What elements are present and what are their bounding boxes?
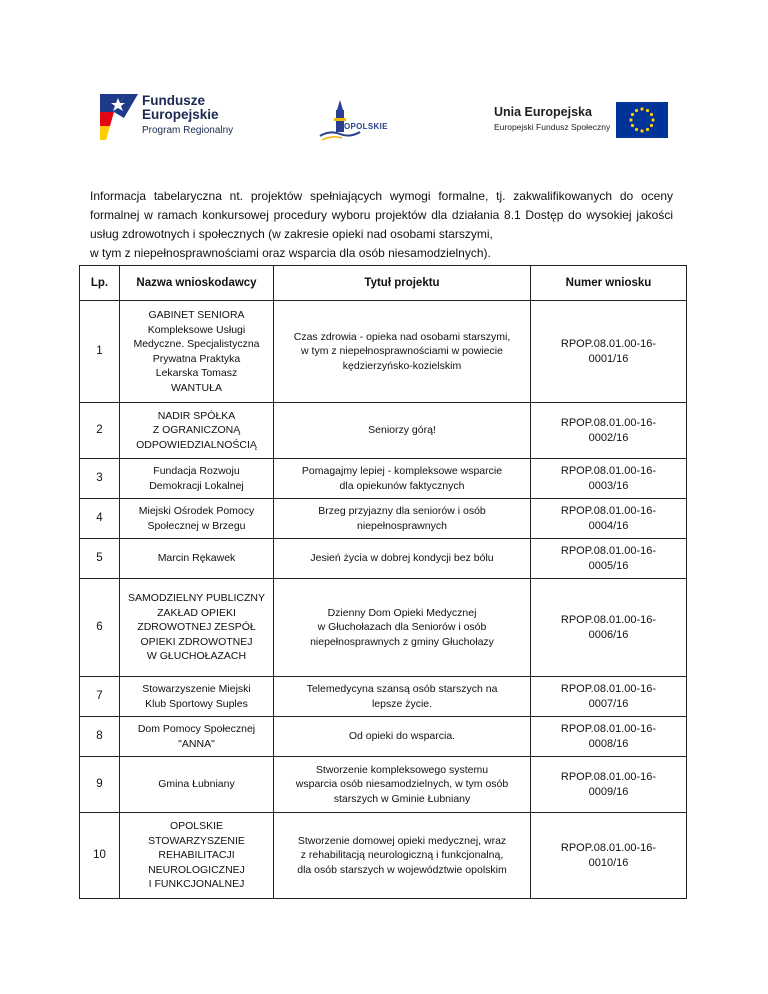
cell-applicant-line: Klub Sportowy Suples (145, 697, 248, 710)
fe-logo-line2: Europejskie (142, 107, 219, 122)
cell-number (531, 301, 687, 403)
cell-lp: 6 (80, 579, 120, 677)
cell-number-line: 0004/16 (588, 519, 629, 532)
header-title: Tytuł projektu (274, 266, 531, 301)
cell-number-line: RPOP.08.01.00-16- (560, 417, 657, 429)
cell-number (531, 459, 687, 499)
header-lp: Lp. (80, 266, 120, 301)
table-row (80, 813, 687, 899)
fundusze-europejskie-logo (100, 94, 270, 140)
fe-logo-sub: Program Regionalny (142, 125, 234, 136)
cell-lp: 10 (80, 813, 120, 899)
cell-number-line: RPOP.08.01.00-16- (560, 842, 657, 854)
table-row (80, 459, 687, 499)
cell-title (274, 301, 531, 403)
cell-title-line: Od opieki do wsparcia. (348, 730, 456, 743)
cell-applicant-line: Dom Pomocy Społecznej (137, 723, 256, 735)
cell-title (274, 579, 531, 677)
cell-number-line: 0008/16 (588, 737, 629, 750)
cell-applicant (120, 813, 274, 899)
cell-title (274, 499, 531, 539)
cell-applicant-line: NEUROLOGICZNEJ (148, 863, 245, 876)
opolskie-logo (318, 100, 392, 144)
table-row (80, 403, 687, 459)
cell-applicant-line: ZAKŁAD OPIEKI (157, 606, 236, 619)
cell-title-line: kędzierzyńsko-kozielskim (342, 359, 462, 372)
projects-table (79, 265, 687, 899)
cell-number-line: RPOP.08.01.00-16- (560, 505, 657, 517)
cell-lp: 5 (80, 539, 120, 579)
cell-number-line: RPOP.08.01.00-16- (560, 723, 657, 735)
cell-lp: 8 (80, 717, 120, 757)
cell-applicant-line: NADIR SPÓŁKA (157, 409, 236, 422)
cell-title-line: z rehabilitacją neurologiczną i funkcjonalną, (300, 849, 504, 862)
cell-applicant-line: WANTUŁA (171, 381, 222, 394)
header-number: Numer wniosku (531, 266, 687, 301)
cell-applicant-line: Prywatna Praktyka (152, 352, 241, 365)
cell-applicant-line: Marcin Rękawek (157, 552, 236, 565)
cell-applicant-line: STOWARZYSZENIE (148, 834, 245, 847)
cell-number-line: 0007/16 (588, 697, 629, 710)
cell-applicant-line: "ANNA" (178, 737, 215, 750)
cell-number-line: RPOP.08.01.00-16- (560, 465, 657, 477)
cell-title-line: starszych w Gminie Łubniany (333, 792, 471, 805)
cell-number-line: 0005/16 (588, 559, 629, 572)
cell-title (274, 717, 531, 757)
cell-title-line: Stworzenie domowej opieki medycznej, wraz (297, 834, 507, 847)
cell-number (531, 499, 687, 539)
cell-number (531, 717, 687, 757)
cell-number-line: 0010/16 (588, 856, 629, 869)
cell-applicant-line: ZDROWOTNEJ ZESPÓŁ (137, 621, 256, 634)
cell-lp: 9 (80, 757, 120, 813)
cell-title (274, 813, 531, 899)
table-body (80, 301, 687, 899)
cell-applicant-line: Kompleksowe Usługi (147, 323, 246, 336)
cell-number-line: 0002/16 (588, 431, 629, 444)
cell-applicant-line: Miejski Ośrodek Pomocy (138, 505, 255, 517)
cell-applicant-line: W GŁUCHOŁAZACH (146, 650, 247, 663)
cell-number (531, 403, 687, 459)
cell-applicant (120, 499, 274, 539)
cell-title-line: wsparcia osób niesamodzielnych, w tym osób (295, 778, 509, 791)
cell-number (531, 813, 687, 899)
cell-title (274, 459, 531, 499)
cell-title-line: w Głuchołazach dla Seniorów i osób (317, 621, 487, 634)
header-applicant: Nazwa wnioskodawcy (120, 266, 274, 301)
cell-title-line: Pomagajmy lepiej - kompleksowe wsparcie (301, 465, 503, 477)
cell-title (274, 677, 531, 717)
table-row (80, 539, 687, 579)
table-row (80, 717, 687, 757)
eu-flag-icon (616, 102, 668, 138)
table-row (80, 757, 687, 813)
cell-number-line: RPOP.08.01.00-16- (560, 683, 657, 695)
cell-applicant-line: REHABILITACJI (158, 849, 235, 862)
fundusze-europejskie-mark-icon (100, 94, 138, 140)
cell-title (274, 403, 531, 459)
cell-title-line: Dzienny Dom Opieki Medycznej (327, 606, 477, 619)
cell-number-line: 0001/16 (588, 352, 629, 365)
cell-lp: 3 (80, 459, 120, 499)
logo-header (0, 88, 768, 148)
cell-number-line: RPOP.08.01.00-16- (560, 338, 657, 350)
ue-logo-name: Unia Europejska (494, 105, 592, 119)
cell-number-line: RPOP.08.01.00-16- (560, 545, 657, 557)
cell-title-line: Jesień życia w dobrej kondycji bez bólu (310, 552, 494, 565)
cell-number (531, 757, 687, 813)
table-row (80, 579, 687, 677)
cell-applicant-line: GABINET SENIORA (148, 309, 245, 321)
cell-number-line: 0009/16 (588, 785, 629, 798)
cell-title-line: Czas zdrowia - opieka nad osobami starszymi, (293, 330, 511, 343)
cell-applicant (120, 757, 274, 813)
intro-paragraph (90, 187, 673, 263)
cell-applicant (120, 301, 274, 403)
intro-last-line: w tym z niepełnosprawnościami oraz wsparcia dla osób niesamodzielnych). (90, 246, 491, 260)
fe-logo-line1: Fundusze (142, 93, 205, 108)
unia-europejska-logo (494, 102, 670, 142)
cell-applicant (120, 677, 274, 717)
cell-number (531, 677, 687, 717)
table-row (80, 677, 687, 717)
cell-applicant (120, 579, 274, 677)
cell-lp: 4 (80, 499, 120, 539)
cell-title-line: niepełnosprawnych z gminy Głuchołazy (310, 635, 494, 648)
cell-applicant-line: Z OGRANICZONĄ (152, 424, 241, 437)
cell-applicant (120, 539, 274, 579)
cell-title-line: Seniorzy górą! (368, 424, 436, 437)
cell-applicant-line: Medyczne. Specjalistyczna (133, 338, 260, 350)
cell-number (531, 579, 687, 677)
cell-title-line: dla osób starszych w województwie opolskim (297, 863, 507, 876)
cell-number (531, 539, 687, 579)
opolskie-logo-text: OPOLSKIE (344, 122, 388, 131)
cell-applicant-line: Gmina Łubniany (158, 778, 235, 791)
cell-title-line: Brzeg przyjazny dla seniorów i osób (318, 505, 486, 517)
cell-number-line: RPOP.08.01.00-16- (560, 771, 657, 783)
intro-body: Informacja tabelaryczna nt. projektów spełniających wymogi formalne, tj. zakwalifikowanych do oceny formalnej w ramach konkursowej procedury wyboru projektów dla działania 8.1 Dostęp do wysokiej jakości usług zdrowotnych i społecznych (w zakresie opieki nad osobami starszymi, (90, 189, 673, 241)
cell-applicant-line: Stowarzyszenie Miejski (142, 683, 251, 695)
cell-title-line: dla opiekunów faktycznych (339, 479, 465, 492)
cell-number-line: 0006/16 (588, 628, 629, 641)
table-row (80, 301, 687, 403)
cell-applicant-line: Fundacja Rozwoju (153, 465, 240, 477)
cell-applicant (120, 403, 274, 459)
cell-title-line: Stworzenie kompleksowego systemu (315, 763, 489, 776)
cell-number-line: 0003/16 (588, 479, 629, 492)
cell-applicant-line: ODPOWIEDZIALNOŚCIĄ (136, 438, 257, 451)
cell-title (274, 539, 531, 579)
cell-lp: 2 (80, 403, 120, 459)
cell-lp: 7 (80, 677, 120, 717)
cell-title-line: lepsze życie. (371, 697, 433, 710)
cell-applicant-line: Lekarska Tomasz (155, 367, 238, 379)
cell-applicant-line: SAMODZIELNY PUBLICZNY (128, 592, 265, 605)
table-row (80, 499, 687, 539)
cell-title-line: Telemedycyna szansą osób starszych na (306, 683, 498, 695)
cell-title-line: w tym z niepełnosprawnościami w powiecie (301, 345, 503, 358)
ue-logo-sub: Europejski Fundusz Społeczny (494, 122, 611, 132)
cell-title-line: niepełnosprawnych (357, 519, 447, 532)
cell-number-line: RPOP.08.01.00-16- (560, 614, 657, 626)
cell-applicant (120, 717, 274, 757)
cell-applicant (120, 459, 274, 499)
cell-lp: 1 (80, 301, 120, 403)
cell-applicant-line: OPOLSKIE (169, 820, 224, 833)
table-header-row (80, 266, 687, 301)
cell-applicant-line: Społecznej w Brzegu (147, 519, 246, 532)
cell-applicant-line: Demokracji Lokalnej (149, 479, 244, 492)
cell-applicant-line: I FUNKCJONALNEJ (148, 878, 245, 891)
cell-title (274, 757, 531, 813)
cell-applicant-line: OPIEKI ZDROWOTNEJ (140, 635, 253, 648)
